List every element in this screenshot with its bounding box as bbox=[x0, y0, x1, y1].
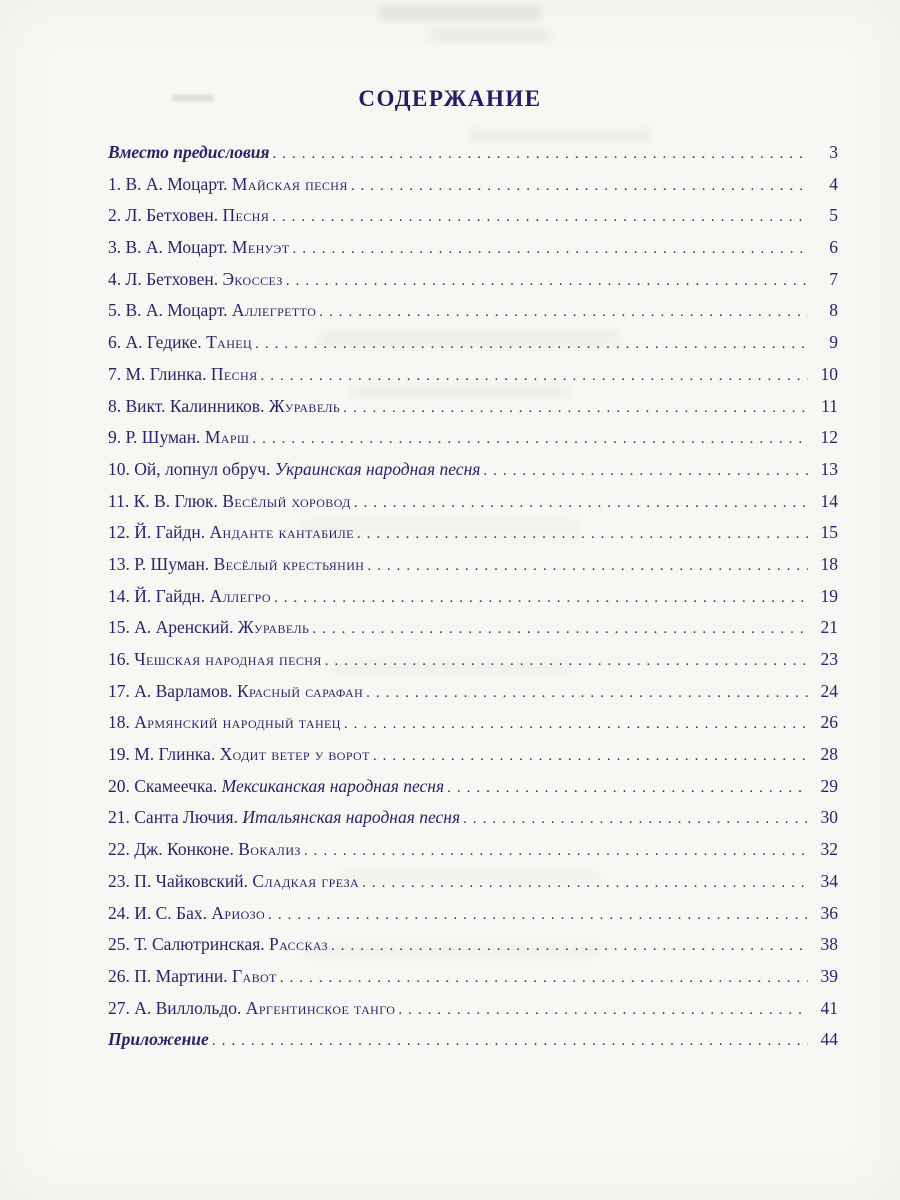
toc-entry-text-part: Украинская народная песня bbox=[274, 458, 481, 479]
toc-entry-text-part: 16. bbox=[108, 649, 135, 669]
page-number: 21 bbox=[820, 617, 838, 638]
page-number: 28 bbox=[820, 744, 838, 765]
toc-entry-label bbox=[108, 617, 309, 638]
toc-entry bbox=[108, 396, 838, 428]
toc-list bbox=[108, 142, 838, 1061]
leader-dots bbox=[354, 526, 808, 543]
bleedthrough-artifact bbox=[380, 6, 540, 20]
page-number: 13 bbox=[820, 458, 838, 479]
leader-dots bbox=[395, 1002, 808, 1019]
toc-entry-text-part: Сладкая греза bbox=[252, 870, 360, 891]
toc-entry-text-part: Аргентинское танго bbox=[245, 997, 396, 1018]
toc-entry bbox=[108, 205, 838, 237]
toc-entry-text-part: 8. Викт. Калинников. bbox=[108, 395, 269, 416]
toc-entry-text-part: Рассказ bbox=[269, 934, 329, 955]
toc-entry-text-part: 27. А. Виллольдо. bbox=[108, 997, 246, 1018]
toc-entry-text-part: 21. Санта Лючия. bbox=[108, 807, 243, 828]
toc-entry-text-part: 24. И. С. Бах. bbox=[108, 902, 212, 923]
toc-entry-text-part: 20. Скамеечка. bbox=[108, 775, 222, 796]
toc-entry-text-part: 5. В. А. Моцарт. bbox=[108, 300, 232, 321]
leader-dots bbox=[271, 590, 808, 607]
toc-entry-label bbox=[108, 1029, 209, 1050]
page-number: 29 bbox=[820, 775, 838, 796]
toc-entry bbox=[108, 776, 838, 808]
toc-entry-text-part: 26. П. Мартини. bbox=[108, 965, 232, 986]
toc-entry-text-part: 25. Т. Салютринская. bbox=[108, 934, 270, 955]
toc-entry bbox=[108, 712, 838, 744]
toc-entry bbox=[108, 364, 838, 396]
leader-dots bbox=[328, 938, 808, 955]
toc-entry-label bbox=[108, 300, 316, 321]
toc-entry-label bbox=[108, 807, 460, 828]
toc-entry-label bbox=[108, 142, 270, 163]
toc-entry bbox=[108, 966, 838, 998]
toc-entry-text-part: Вокализ bbox=[238, 839, 301, 860]
toc-entry-label bbox=[108, 649, 322, 670]
toc-entry-label bbox=[108, 681, 363, 702]
leader-dots bbox=[359, 875, 808, 892]
leader-dots bbox=[252, 336, 808, 353]
toc-entry-label bbox=[108, 998, 395, 1019]
toc-entry-text-part: Аллегретто bbox=[231, 300, 317, 321]
leader-dots bbox=[301, 843, 808, 860]
toc-entry-label bbox=[108, 174, 348, 195]
toc-entry-text-part: 7. М. Глинка. bbox=[108, 363, 211, 384]
page-number: 44 bbox=[820, 1029, 838, 1050]
toc-entry-text-part: Весёлый крестьянин bbox=[213, 553, 365, 574]
leader-dots bbox=[289, 241, 808, 258]
toc-entry-text-part: 10. Ой, лопнул обруч. bbox=[108, 458, 275, 479]
toc-entry-text-part: Вместо предисловия bbox=[108, 142, 270, 162]
toc-entry-label bbox=[108, 491, 351, 512]
toc-entry-text-part: 4. Л. Бетховен. bbox=[108, 268, 223, 289]
page-number: 38 bbox=[820, 934, 838, 955]
page-number: 14 bbox=[820, 490, 838, 511]
toc-entry-text-part: 2. Л. Бетховен. bbox=[108, 205, 223, 226]
toc-entry-text-part: Журавель bbox=[268, 395, 341, 416]
toc-entry-text-part: Армянский народный танец bbox=[134, 712, 341, 733]
toc-entry bbox=[108, 998, 838, 1030]
leader-dots bbox=[348, 178, 808, 195]
toc-entry-label bbox=[108, 396, 340, 417]
toc-entry bbox=[108, 649, 838, 681]
toc-entry-text-part: Танец bbox=[206, 332, 253, 353]
toc-entry bbox=[108, 744, 838, 776]
toc-entry-text-part: Весёлый хоровод bbox=[222, 490, 351, 511]
toc-entry-text-part: Итальянская народная песня bbox=[242, 807, 461, 828]
toc-entry bbox=[108, 300, 838, 332]
toc-entry-text-part: 23. П. Чайковский. bbox=[108, 870, 253, 891]
page-number: 19 bbox=[820, 585, 838, 606]
page-number: 8 bbox=[829, 300, 838, 321]
toc-entry-label bbox=[108, 427, 249, 448]
toc-entry bbox=[108, 269, 838, 301]
page-number: 26 bbox=[820, 712, 838, 733]
toc-entry-label bbox=[108, 712, 341, 733]
toc-entry-label bbox=[108, 459, 480, 480]
toc-entry-label bbox=[108, 934, 328, 955]
toc-entry-text-part: 6. А. Гедике. bbox=[108, 332, 207, 353]
toc-entry-label bbox=[108, 839, 301, 860]
page-number: 15 bbox=[820, 522, 838, 543]
page-number: 5 bbox=[829, 205, 838, 226]
toc-entry-label bbox=[108, 522, 354, 543]
leader-dots bbox=[351, 495, 808, 512]
toc-entry bbox=[108, 903, 838, 935]
toc-entry bbox=[108, 586, 838, 618]
page-number: 32 bbox=[820, 839, 838, 860]
toc-entry-text-part: 22. Дж. Конконе. bbox=[108, 839, 239, 860]
toc-entry bbox=[108, 807, 838, 839]
leader-dots bbox=[341, 716, 808, 733]
page-number: 41 bbox=[820, 997, 838, 1018]
toc-entry-text-part: 18. bbox=[108, 712, 135, 733]
toc-entry-text-part: Ариозо bbox=[211, 902, 266, 923]
leader-dots bbox=[283, 273, 808, 290]
toc-entry-text-part: Приложение bbox=[108, 1029, 209, 1050]
toc-entry bbox=[108, 1029, 838, 1061]
toc-entry-text-part: Журавель bbox=[237, 617, 310, 638]
toc-entry-text-part: 17. А. Варламов. bbox=[108, 680, 237, 701]
page-number: 12 bbox=[820, 427, 838, 448]
toc-entry-text-part: 11. К. В. Глюк. bbox=[108, 490, 223, 511]
toc-entry-text-part: Майская песня bbox=[231, 173, 348, 194]
leader-dots bbox=[460, 811, 808, 828]
toc-entry-text-part: Красный сарафан bbox=[236, 680, 364, 701]
toc-entry-label bbox=[108, 966, 277, 987]
toc-entry bbox=[108, 681, 838, 713]
toc-entry bbox=[108, 427, 838, 459]
leader-dots bbox=[364, 558, 808, 575]
page-number: 34 bbox=[820, 870, 838, 891]
page-title: СОДЕРЖАНИЕ bbox=[358, 86, 542, 111]
leader-dots bbox=[277, 970, 808, 987]
toc-entry-text-part: Анданте кантабиле bbox=[209, 522, 354, 543]
toc-entry-text-part: Аллегро bbox=[209, 585, 271, 606]
toc-entry bbox=[108, 459, 838, 491]
page-number: 36 bbox=[820, 902, 838, 923]
toc-entry-label bbox=[108, 776, 444, 797]
toc-entry bbox=[108, 237, 838, 269]
leader-dots bbox=[270, 146, 808, 163]
toc-entry bbox=[108, 617, 838, 649]
page-number: 4 bbox=[829, 173, 838, 194]
toc-entry-text-part: 14. Й. Гайдн. bbox=[108, 585, 210, 606]
page-number: 7 bbox=[829, 268, 838, 289]
leader-dots bbox=[258, 368, 809, 385]
toc-entry bbox=[108, 839, 838, 871]
toc-entry-label bbox=[108, 332, 252, 353]
toc-entry-text-part: 13. Р. Шуман. bbox=[108, 553, 214, 574]
toc-entry-label bbox=[108, 744, 370, 765]
leader-dots bbox=[249, 431, 808, 448]
page-number: 23 bbox=[820, 649, 838, 669]
page-number: 11 bbox=[821, 395, 838, 416]
leader-dots bbox=[265, 907, 808, 924]
toc-entry-label bbox=[108, 554, 364, 575]
leader-dots bbox=[209, 1033, 808, 1050]
toc-entry-text-part: 15. А. Аренский. bbox=[108, 617, 238, 638]
toc-entry-text-part: Менуэт bbox=[231, 237, 290, 258]
toc-entry-text-part: Марш bbox=[204, 427, 250, 448]
toc-entry-label bbox=[108, 586, 271, 607]
toc-entry-text-part: 1. В. А. Моцарт. bbox=[108, 173, 232, 194]
toc-entry-text-part: 3. В. А. Моцарт. bbox=[108, 237, 232, 258]
toc-entry-label bbox=[108, 205, 269, 226]
page-number: 10 bbox=[820, 363, 838, 384]
toc-entry bbox=[108, 332, 838, 364]
page-number: 3 bbox=[829, 142, 838, 162]
toc-entry bbox=[108, 554, 838, 586]
leader-dots bbox=[480, 463, 808, 480]
leader-dots bbox=[322, 653, 808, 670]
page-number: 30 bbox=[820, 807, 838, 828]
toc-entry-label bbox=[108, 269, 283, 290]
toc-entry-label bbox=[108, 364, 258, 385]
toc-entry bbox=[108, 491, 838, 523]
toc-entry-text-part: Песня bbox=[222, 205, 270, 226]
leader-dots bbox=[340, 400, 808, 417]
page-number: 9 bbox=[829, 332, 838, 353]
toc-entry-text-part: 12. Й. Гайдн. bbox=[108, 522, 210, 543]
page-number: 39 bbox=[820, 965, 838, 986]
leader-dots bbox=[444, 780, 808, 797]
toc-entry bbox=[108, 871, 838, 903]
toc-entry-text-part: 9. Р. Шуман. bbox=[108, 427, 205, 448]
bleedthrough-artifact bbox=[430, 30, 550, 42]
toc-entry-text-part: 19. М. Глинка. bbox=[108, 744, 220, 765]
leader-dots bbox=[269, 209, 808, 226]
toc-entry bbox=[108, 174, 838, 206]
page-number: 18 bbox=[820, 553, 838, 574]
leader-dots bbox=[309, 621, 808, 638]
toc-entry bbox=[108, 142, 838, 174]
toc-entry-label bbox=[108, 871, 359, 892]
leader-dots bbox=[316, 304, 808, 321]
leader-dots bbox=[363, 685, 808, 702]
page-number: 24 bbox=[820, 680, 838, 701]
bleedthrough-artifact bbox=[470, 128, 650, 143]
toc-entry bbox=[108, 522, 838, 554]
leader-dots bbox=[370, 748, 808, 765]
toc-entry-text-part: Мексиканская народная песня bbox=[221, 775, 445, 796]
toc-entry-text-part: Песня bbox=[210, 363, 258, 384]
toc-entry bbox=[108, 934, 838, 966]
toc-entry-label bbox=[108, 903, 265, 924]
toc-entry-text-part: Чешская народная песня bbox=[134, 649, 322, 669]
toc-entry-text-part: Гавот bbox=[231, 965, 277, 986]
toc-entry-label bbox=[108, 237, 289, 258]
toc-entry-text-part: Ходит ветер у ворот bbox=[219, 744, 370, 765]
page-number: 6 bbox=[829, 237, 838, 258]
toc-entry-text-part: Экоссез bbox=[222, 268, 283, 289]
